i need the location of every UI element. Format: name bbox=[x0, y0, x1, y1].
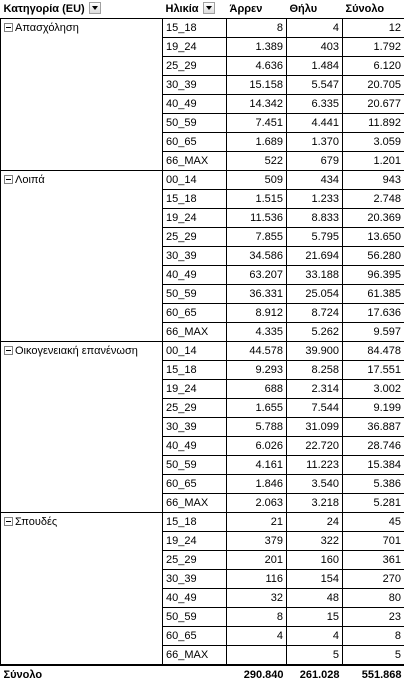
age-header-label: Ηλικία bbox=[166, 3, 199, 15]
total-value-cell: 701 bbox=[343, 532, 404, 551]
category-label: Απασχόληση bbox=[15, 22, 79, 34]
female-value-cell: 5.262 bbox=[287, 323, 343, 342]
total-value-cell: 5.386 bbox=[343, 475, 404, 494]
age-cell: 50_59 bbox=[163, 114, 227, 133]
male-value-cell: 44.578 bbox=[227, 342, 287, 361]
female-value-cell: 11.223 bbox=[287, 456, 343, 475]
age-cell: 30_39 bbox=[163, 418, 227, 437]
male-value-cell: 5.788 bbox=[227, 418, 287, 437]
male-value-cell: 1.655 bbox=[227, 399, 287, 418]
male-value-cell: 21 bbox=[227, 513, 287, 532]
age-cell: 15_18 bbox=[163, 513, 227, 532]
age-cell: 66_MAX bbox=[163, 646, 227, 666]
total-value-cell: 56.280 bbox=[343, 247, 404, 266]
category-cell bbox=[1, 171, 163, 342]
male-header: Άρρεν bbox=[227, 0, 287, 19]
total-value-cell: 96.395 bbox=[343, 266, 404, 285]
total-value-cell: 1.201 bbox=[343, 152, 404, 171]
collapse-icon[interactable] bbox=[4, 23, 13, 32]
male-value-cell: 7.451 bbox=[227, 114, 287, 133]
age-cell: 60_65 bbox=[163, 133, 227, 152]
male-value-cell: 4.636 bbox=[227, 57, 287, 76]
age-cell: 40_49 bbox=[163, 266, 227, 285]
category-label: Οικογενειακή επανένωση bbox=[15, 345, 138, 357]
table-row bbox=[1, 513, 404, 532]
total-value-cell: 5.281 bbox=[343, 494, 404, 513]
total-value-cell: 270 bbox=[343, 570, 404, 589]
female-value-cell: 1.233 bbox=[287, 190, 343, 209]
male-value-cell: 1.846 bbox=[227, 475, 287, 494]
female-value-cell: 7.544 bbox=[287, 399, 343, 418]
male-value-cell: 1.689 bbox=[227, 133, 287, 152]
female-value-cell: 154 bbox=[287, 570, 343, 589]
collapse-icon[interactable] bbox=[4, 175, 13, 184]
total-value-cell: 17.636 bbox=[343, 304, 404, 323]
age-cell: 19_24 bbox=[163, 38, 227, 57]
female-value-cell: 3.540 bbox=[287, 475, 343, 494]
male-value-cell: 15.158 bbox=[227, 76, 287, 95]
total-value-cell: 8 bbox=[343, 627, 404, 646]
male-value-cell: 14.342 bbox=[227, 95, 287, 114]
total-value-cell: 1.792 bbox=[343, 38, 404, 57]
female-value-cell: 4.441 bbox=[287, 114, 343, 133]
total-value-cell: 20.369 bbox=[343, 209, 404, 228]
female-value-cell: 3.218 bbox=[287, 494, 343, 513]
male-value-cell: 32 bbox=[227, 589, 287, 608]
age-cell: 30_39 bbox=[163, 247, 227, 266]
header-row bbox=[1, 0, 404, 19]
male-value-cell: 2.063 bbox=[227, 494, 287, 513]
total-value-cell: 943 bbox=[343, 171, 404, 190]
male-value-cell: 8 bbox=[227, 608, 287, 627]
age-cell: 60_65 bbox=[163, 475, 227, 494]
total-value-cell: 9.597 bbox=[343, 323, 404, 342]
total-value-cell: 13.650 bbox=[343, 228, 404, 247]
age-cell: 15_18 bbox=[163, 19, 227, 38]
grand-total-row bbox=[1, 665, 404, 684]
age-cell: 60_65 bbox=[163, 627, 227, 646]
male-value-cell: 9.293 bbox=[227, 361, 287, 380]
age-cell: 25_29 bbox=[163, 228, 227, 247]
female-value-cell: 322 bbox=[287, 532, 343, 551]
female-value-cell: 33.188 bbox=[287, 266, 343, 285]
age-cell: 15_18 bbox=[163, 361, 227, 380]
male-value-cell: 688 bbox=[227, 380, 287, 399]
male-value-cell: 63.207 bbox=[227, 266, 287, 285]
grand-total-label: Σύνολο bbox=[1, 665, 227, 684]
female-value-cell: 1.484 bbox=[287, 57, 343, 76]
total-value-cell: 61.385 bbox=[343, 285, 404, 304]
total-value-cell: 3.002 bbox=[343, 380, 404, 399]
total-value-cell: 45 bbox=[343, 513, 404, 532]
male-value-cell: 8.912 bbox=[227, 304, 287, 323]
male-value-cell: 6.026 bbox=[227, 437, 287, 456]
table-row bbox=[1, 171, 404, 190]
female-value-cell: 8.724 bbox=[287, 304, 343, 323]
total-value-cell: 6.120 bbox=[343, 57, 404, 76]
total-value-cell: 20.677 bbox=[343, 95, 404, 114]
collapse-icon[interactable] bbox=[4, 346, 13, 355]
age-filter-dropdown-icon[interactable] bbox=[203, 2, 215, 14]
total-value-cell: 11.892 bbox=[343, 114, 404, 133]
age-cell: 30_39 bbox=[163, 76, 227, 95]
age-cell: 19_24 bbox=[163, 209, 227, 228]
female-value-cell: 15 bbox=[287, 608, 343, 627]
male-value-cell: 4.161 bbox=[227, 456, 287, 475]
female-value-cell: 31.099 bbox=[287, 418, 343, 437]
male-value-cell: 8 bbox=[227, 19, 287, 38]
male-value-cell: 4.335 bbox=[227, 323, 287, 342]
male-value-cell: 509 bbox=[227, 171, 287, 190]
female-value-cell: 21.694 bbox=[287, 247, 343, 266]
male-value-cell: 11.536 bbox=[227, 209, 287, 228]
age-cell: 40_49 bbox=[163, 589, 227, 608]
category-cell bbox=[1, 513, 163, 666]
total-value-cell: 36.887 bbox=[343, 418, 404, 437]
total-value-cell: 28.746 bbox=[343, 437, 404, 456]
male-value-cell: 522 bbox=[227, 152, 287, 171]
female-value-cell: 24 bbox=[287, 513, 343, 532]
female-value-cell: 8.833 bbox=[287, 209, 343, 228]
age-cell: 40_49 bbox=[163, 437, 227, 456]
age-cell: 00_14 bbox=[163, 171, 227, 190]
age-cell: 25_29 bbox=[163, 399, 227, 418]
female-value-cell: 22.720 bbox=[287, 437, 343, 456]
category-cell bbox=[1, 19, 163, 171]
male-value-cell bbox=[227, 646, 287, 666]
category-cell bbox=[1, 342, 163, 513]
total-value-cell: 12 bbox=[343, 19, 404, 38]
total-value-cell: 23 bbox=[343, 608, 404, 627]
age-cell: 40_49 bbox=[163, 95, 227, 114]
total-value-cell: 80 bbox=[343, 589, 404, 608]
age-cell: 30_39 bbox=[163, 570, 227, 589]
total-value-cell: 17.551 bbox=[343, 361, 404, 380]
female-value-cell: 5.795 bbox=[287, 228, 343, 247]
age-cell: 66_MAX bbox=[163, 494, 227, 513]
male-value-cell: 4 bbox=[227, 627, 287, 646]
female-value-cell: 2.314 bbox=[287, 380, 343, 399]
category-label: Λοιπά bbox=[15, 174, 45, 186]
table-row bbox=[1, 342, 404, 361]
female-value-cell: 4 bbox=[287, 627, 343, 646]
category-filter-dropdown-icon[interactable] bbox=[89, 2, 101, 14]
age-cell: 15_18 bbox=[163, 190, 227, 209]
female-header: Θήλυ bbox=[287, 0, 343, 19]
female-value-cell: 48 bbox=[287, 589, 343, 608]
female-value-cell: 4 bbox=[287, 19, 343, 38]
male-value-cell: 36.331 bbox=[227, 285, 287, 304]
pivot-body bbox=[1, 19, 404, 684]
female-value-cell: 160 bbox=[287, 551, 343, 570]
age-cell: 00_14 bbox=[163, 342, 227, 361]
age-header bbox=[163, 0, 227, 19]
female-value-cell: 679 bbox=[287, 152, 343, 171]
female-value-cell: 434 bbox=[287, 171, 343, 190]
table-row bbox=[1, 19, 404, 38]
female-value-cell: 5.547 bbox=[287, 76, 343, 95]
grand-total-female: 261.028 bbox=[287, 665, 343, 684]
female-value-cell: 6.335 bbox=[287, 95, 343, 114]
grand-total-male: 290.840 bbox=[227, 665, 287, 684]
male-value-cell: 1.389 bbox=[227, 38, 287, 57]
total-value-cell: 2.748 bbox=[343, 190, 404, 209]
female-value-cell: 1.370 bbox=[287, 133, 343, 152]
female-value-cell: 5 bbox=[287, 646, 343, 666]
total-value-cell: 84.478 bbox=[343, 342, 404, 361]
age-cell: 66_MAX bbox=[163, 152, 227, 171]
age-cell: 19_24 bbox=[163, 532, 227, 551]
female-value-cell: 8.258 bbox=[287, 361, 343, 380]
male-value-cell: 1.515 bbox=[227, 190, 287, 209]
age-cell: 50_59 bbox=[163, 456, 227, 475]
category-label: Σπουδές bbox=[15, 516, 57, 528]
total-value-cell: 361 bbox=[343, 551, 404, 570]
female-value-cell: 403 bbox=[287, 38, 343, 57]
category-header-label: Κατηγορία (EU) bbox=[4, 3, 85, 15]
age-cell: 50_59 bbox=[163, 285, 227, 304]
age-cell: 50_59 bbox=[163, 608, 227, 627]
total-value-cell: 5 bbox=[343, 646, 404, 666]
female-value-cell: 39.900 bbox=[287, 342, 343, 361]
age-cell: 66_MAX bbox=[163, 323, 227, 342]
male-value-cell: 201 bbox=[227, 551, 287, 570]
age-cell: 25_29 bbox=[163, 57, 227, 76]
total-header: Σύνολο bbox=[343, 0, 404, 19]
total-value-cell: 3.059 bbox=[343, 133, 404, 152]
collapse-icon[interactable] bbox=[4, 517, 13, 526]
total-value-cell: 20.705 bbox=[343, 76, 404, 95]
age-cell: 25_29 bbox=[163, 551, 227, 570]
category-header bbox=[1, 0, 163, 19]
age-cell: 19_24 bbox=[163, 380, 227, 399]
age-cell: 60_65 bbox=[163, 304, 227, 323]
male-value-cell: 34.586 bbox=[227, 247, 287, 266]
male-value-cell: 379 bbox=[227, 532, 287, 551]
grand-total-total: 551.868 bbox=[343, 665, 404, 684]
male-value-cell: 7.855 bbox=[227, 228, 287, 247]
total-value-cell: 15.384 bbox=[343, 456, 404, 475]
male-value-cell: 116 bbox=[227, 570, 287, 589]
total-value-cell: 9.199 bbox=[343, 399, 404, 418]
female-value-cell: 25.054 bbox=[287, 285, 343, 304]
